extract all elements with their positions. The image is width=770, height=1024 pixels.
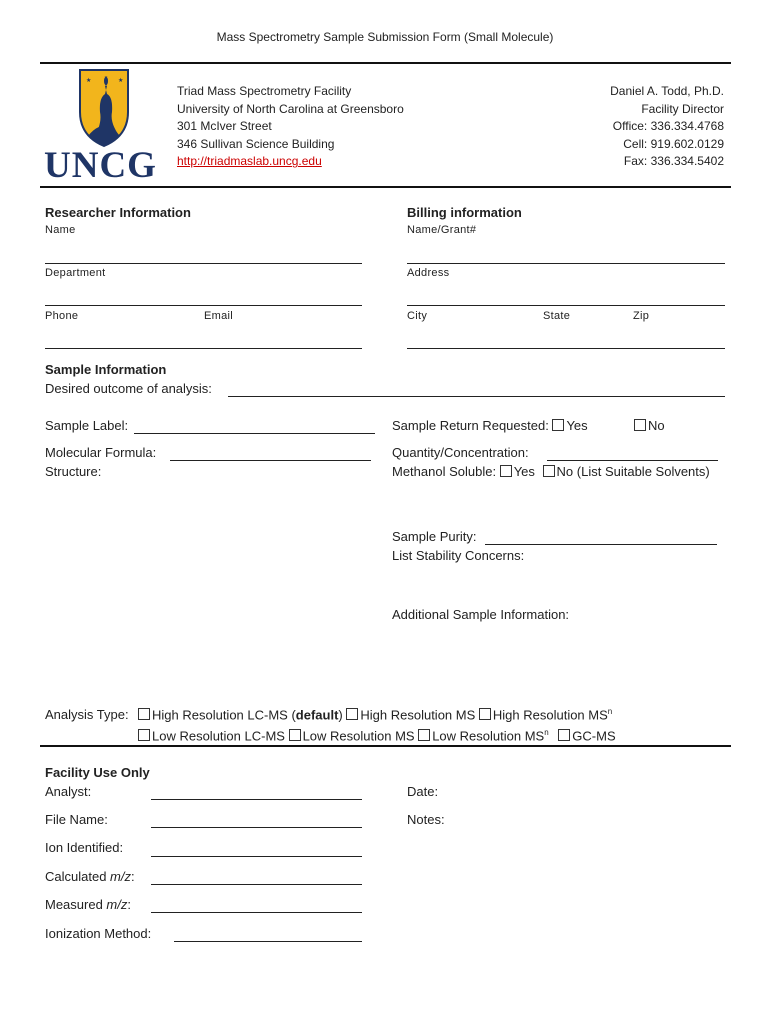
lr-ms-checkbox[interactable] [289, 729, 301, 741]
director-line: Cell: 919.602.0129 [623, 136, 724, 151]
lr-msn-checkbox[interactable] [418, 729, 430, 741]
sample-heading: Sample Information [45, 362, 167, 377]
return-label: Sample Return Requested: [392, 418, 549, 433]
return-yes-checkbox[interactable] [552, 419, 564, 431]
phone-email-field[interactable] [45, 348, 362, 349]
facility-line: 346 Sullivan Science Building [177, 136, 335, 151]
email-label: Email [204, 310, 234, 322]
hr-ms-checkbox[interactable] [346, 708, 358, 720]
return-no-label: No [648, 418, 665, 433]
file-name-field[interactable] [151, 827, 362, 828]
colon: : [127, 897, 131, 912]
director-line: Fax: 336.334.5402 [623, 154, 724, 169]
director-info [610, 83, 724, 171]
lr-lcms-label: Low Resolution LC-MS [152, 728, 285, 744]
return-yes-label: Yes [566, 418, 588, 433]
svg-text:★: ★ [86, 78, 92, 84]
ionization-label: Ionization Method: [45, 926, 152, 941]
hr-ms-label: High Resolution MS [360, 707, 476, 723]
outcome-label: Desired outcome of analysis: [45, 381, 212, 396]
superscript: n [607, 707, 613, 716]
purity-field[interactable] [485, 544, 717, 545]
methanol-no-checkbox[interactable] [543, 465, 555, 477]
billing-name-field[interactable] [407, 263, 725, 264]
analysis-rule [40, 745, 731, 747]
gcms-label: GC-MS [572, 728, 616, 744]
city-state-zip-field[interactable] [407, 348, 725, 349]
methanol-yes-checkbox[interactable] [500, 465, 512, 477]
svg-text:★: ★ [118, 78, 124, 84]
analyst-field[interactable] [151, 799, 362, 800]
top-rule [40, 62, 731, 64]
state-label: State [543, 310, 571, 322]
file-name-label: File Name: [45, 812, 108, 827]
ion-label: Ion Identified: [45, 840, 124, 855]
ionization-field[interactable] [174, 941, 362, 942]
lr-ms-label: Low Resolution MS [302, 728, 415, 744]
uncg-logo [44, 66, 164, 186]
director-line: Facility Director [641, 101, 724, 116]
sample-return [392, 418, 588, 433]
structure-label: Structure: [45, 464, 102, 479]
billing-name-label: Name/Grant# [407, 224, 477, 236]
hr-lcms-label: High Resolution LC-MS ( [152, 707, 296, 723]
hr-msn-label: High Resolution MS [492, 707, 608, 723]
quantity-label: Quantity/Concentration: [392, 445, 529, 460]
methanol-yes-label: Yes [513, 464, 535, 479]
methanol-label: Methanol Soluble: [392, 464, 497, 479]
director-line: Office: 336.334.4768 [612, 119, 724, 134]
lr-msn-label: Low Resolution MS [432, 728, 545, 744]
mz-text: m/z [110, 869, 131, 884]
superscript: n [544, 728, 549, 737]
logo-text: UNCG [44, 145, 157, 186]
outcome-field[interactable] [228, 396, 725, 397]
formula-field[interactable] [170, 460, 371, 461]
gcms-checkbox[interactable] [558, 729, 570, 741]
analysis-label: Analysis Type: [45, 707, 129, 722]
return-no [634, 418, 665, 433]
calculated-label [45, 869, 135, 884]
measured-text: Measured [45, 897, 107, 912]
director-line: Daniel A. Todd, Ph.D. [610, 84, 724, 98]
additional-label: Additional Sample Information: [392, 607, 570, 622]
return-no-checkbox[interactable] [634, 419, 646, 431]
date-label: Date: [407, 784, 439, 799]
colon: : [131, 869, 135, 884]
stability-label: List Stability Concerns: [392, 548, 525, 563]
purity-label: Sample Purity: [392, 529, 477, 544]
facility-address [177, 83, 404, 171]
department-field[interactable] [45, 305, 362, 306]
quantity-field[interactable] [547, 460, 718, 461]
analysis-row-1 [138, 707, 612, 722]
methanol-row [392, 464, 710, 479]
city-label: City [407, 310, 428, 322]
default-label: default [295, 707, 339, 723]
calculated-field[interactable] [151, 884, 362, 885]
form-title: Mass Spectrometry Sample Submission Form (Small Molecule) [216, 30, 554, 44]
lr-lcms-checkbox[interactable] [138, 729, 150, 741]
researcher-name-label: Name [45, 224, 76, 236]
researcher-name-field[interactable] [45, 263, 362, 264]
analyst-label: Analyst: [45, 784, 92, 799]
zip-label: Zip [633, 310, 650, 322]
department-label: Department [45, 267, 106, 279]
facility-url-link[interactable]: http://triadmaslab.uncg.edu [177, 154, 322, 169]
formula-label: Molecular Formula: [45, 445, 157, 460]
address-field[interactable] [407, 305, 725, 306]
researcher-heading: Researcher Information [45, 205, 191, 220]
phone-label: Phone [45, 310, 79, 322]
address-label: Address [407, 267, 450, 279]
mz-text: m/z [106, 897, 128, 912]
analysis-row-2 [138, 728, 616, 743]
calculated-text: Calculated [45, 869, 111, 884]
billing-heading: Billing information [407, 205, 522, 220]
measured-label [45, 897, 131, 912]
notes-label: Notes: [407, 812, 445, 827]
header-rule [40, 186, 731, 188]
facility-line: Triad Mass Spectrometry Facility [177, 84, 352, 98]
facility-line: University of North Carolina at Greensboro [177, 101, 404, 116]
hr-msn-checkbox[interactable] [479, 708, 491, 720]
sample-label-field[interactable] [134, 433, 375, 434]
ion-field[interactable] [151, 856, 362, 857]
measured-field[interactable] [151, 912, 362, 913]
hr-lcms-checkbox[interactable] [138, 708, 150, 720]
paren: ) [338, 707, 343, 723]
methanol-no-label: No (List Suitable Solvents) [556, 464, 710, 479]
facility-line: 301 McIver Street [177, 119, 272, 134]
facility-use-heading: Facility Use Only [45, 765, 150, 780]
sample-label-label: Sample Label: [45, 418, 129, 433]
